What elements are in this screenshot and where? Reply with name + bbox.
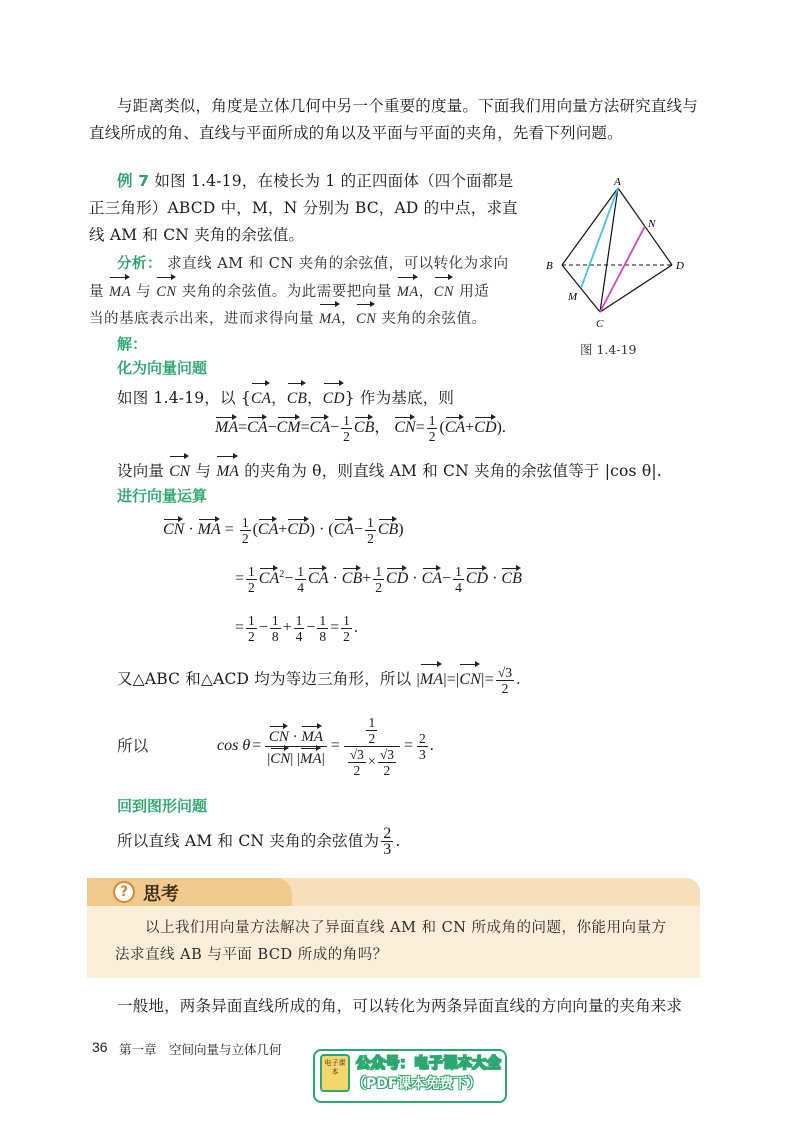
- basis-comma: ，: [271, 389, 287, 407]
- tetrahedron-figure: [538, 175, 688, 330]
- solution-label: 解：: [117, 335, 148, 353]
- stamp-line-1: 公众号：电子课本大全: [356, 1056, 501, 1072]
- fraction-quarter: $\frac{1}{4}$: [455, 564, 462, 595]
- example-line-3: 线 AM 和 CN 夹角的余弦值。: [89, 226, 305, 244]
- fraction-two-thirds: $\frac{2}{3}$: [419, 730, 426, 762]
- vector-cb: CB: [342, 567, 362, 588]
- edge-bc: [562, 265, 600, 312]
- vector-ca: CA: [310, 416, 330, 437]
- vector-ca: CA: [259, 567, 279, 588]
- vector-ma: MA: [397, 276, 419, 306]
- vector-ca: CA: [308, 567, 328, 588]
- vector-cb: CB: [501, 567, 521, 588]
- label-m: M: [568, 291, 578, 303]
- think-line-1: 以上我们用向量方法解决了异面直线 AM 和 CN 所成角的问题，你能用向量方: [145, 920, 667, 936]
- computation-line-2: = $\frac{1}{2}$ $CA^2-$ $\frac{1}{4}$ CA · CB+ $\frac{1}{2}$ CD · CA− $\frac{1}{4}$ CD · CB: [235, 564, 522, 595]
- angle-text-b: 与: [195, 462, 212, 480]
- vector-ca: CA: [247, 416, 267, 437]
- vector-cd: CD: [466, 567, 488, 588]
- angle-line: [117, 455, 662, 485]
- step-2-heading: 进行向量运算: [117, 487, 208, 505]
- eq: =: [238, 419, 248, 437]
- tetrahedron-edges: [562, 188, 672, 312]
- fraction-half: $\frac{1}{2}$: [343, 413, 350, 444]
- example-line-2: 正三角形）ABCD 中，M，N 分别为 BC，AD 的中点，求直: [89, 199, 518, 217]
- analysis-text-2e: 用适: [459, 284, 490, 300]
- vector-ca: CA: [445, 416, 465, 437]
- conclusion-text: 所以直线 AM 和 CN 夹角的余弦值为: [117, 832, 380, 850]
- example-label: 例 7: [117, 172, 150, 190]
- vector-cm: CM: [277, 416, 301, 437]
- cos-theta-equation: cos θ = $\frac{CN \cdot MA}{|CN| |MA|}$ = $\frac{1}{2}$ $\frac{√3}{2}$ × $\frac{√3}{2}$ = $\frac{2}{3}$ .: [217, 714, 434, 778]
- analysis-label: 分析：: [117, 255, 162, 272]
- suoyi-label: 所以: [117, 737, 149, 755]
- computation-line-3: = $\frac{1}{2}$ − $\frac{1}{8}$ + $\frac{1}{4}$ − $\frac{1}{8}$ = $\frac{1}{2}$ .: [235, 613, 358, 644]
- label-a: A: [614, 176, 621, 188]
- step-3-heading: 回到图形问题: [117, 797, 208, 815]
- minus: −: [267, 419, 277, 437]
- vector-cd: CD: [386, 567, 408, 588]
- vector-ca: CA: [251, 382, 271, 412]
- label-d: D: [676, 260, 684, 272]
- segment-am: [581, 188, 618, 288]
- intro-line-2: 直线所成的角、直线与平面所成的角以及平面与平面的夹角，先看下列问题。: [89, 124, 623, 142]
- vector-cn: CN: [169, 455, 190, 485]
- chapter-title: 第一章 空间向量与立体几何: [119, 1042, 282, 1057]
- vector-ca: CA: [258, 518, 278, 539]
- vector-cn: CN: [459, 663, 481, 693]
- question-icon: ?: [113, 881, 135, 903]
- label-b: B: [546, 260, 553, 272]
- fraction-cn-ma: $\frac{CN \cdot MA}{|CN| |MA|}$: [265, 725, 326, 768]
- analysis-comma: ，: [341, 311, 357, 327]
- vector-cb: CB: [354, 416, 374, 437]
- fraction-eighth: $\frac{1}{8}$: [319, 613, 327, 644]
- think-title: 思考: [143, 884, 179, 905]
- example-text-1: 如图 1.4-19，在棱长为 1 的正四面体（四个面都是: [154, 172, 514, 190]
- fraction-two-thirds: $\frac{2}{3}$: [383, 825, 392, 858]
- equilateral-text: 又△ABC 和△ACD 均为等边三角形，所以: [117, 670, 412, 688]
- analysis-text-2a: 量: [89, 284, 104, 300]
- basis-text-a: 如图 1.4-19，以 {: [117, 389, 251, 407]
- equilateral-line: 又△ABC 和△ACD 均为等边三角形，所以 |MA|=|CN|= $\frac{√3}{2}$ .: [117, 664, 521, 696]
- fraction-quarter: $\frac{1}{4}$: [297, 564, 305, 595]
- vector-cn: CN: [163, 518, 184, 539]
- computation-line-1: CN · MA = $\frac{1}{2}$ (CA+CD) · (CA− $\frac{1}{2}$ CB): [163, 515, 404, 546]
- example-line-1: [117, 168, 513, 195]
- cos-theta: cos θ: [217, 737, 251, 754]
- think-line-2: 法求直线 AB 与平面 BCD 所成的角吗？: [115, 947, 388, 963]
- vector-cb: CB: [287, 382, 307, 412]
- fraction-half: $\frac{1}{2}$: [367, 515, 374, 546]
- eq: =: [300, 419, 310, 437]
- vector-ma: MA: [109, 276, 131, 306]
- fraction-half: $\frac{1}{2}$: [241, 515, 249, 546]
- analysis-text-1: 求直线 AM 和 CN 夹角的余弦值，可以转化为求向: [167, 256, 509, 272]
- analysis-text-3a: 当的基底表示出来，进而求得向量: [89, 311, 314, 327]
- analysis-text-3c: 夹角的余弦值。: [381, 311, 487, 327]
- page-number: 36: [92, 1039, 108, 1055]
- fraction-sqrt3-over-2: $\frac{√3}{2}$: [497, 664, 513, 696]
- fraction-half: $\frac{1}{2}$: [248, 613, 255, 644]
- edge-cd: [600, 265, 672, 312]
- vector-ma: MA: [420, 663, 444, 693]
- vector-ca: CA: [334, 518, 354, 539]
- fraction-half: $\frac{1}{2}$: [343, 613, 350, 644]
- vector-cd: CD: [474, 416, 496, 437]
- vector-cd: CD: [287, 518, 309, 539]
- analysis-comma: ，: [418, 284, 434, 300]
- minus: −: [330, 419, 340, 437]
- fraction-half: $\frac{1}{2}$: [375, 564, 383, 595]
- vector-ma: MA: [215, 416, 238, 437]
- intro-line-1: 与距离类似，角度是立体几何中另一个重要的度量。下面我们用向量方法研究直线与: [117, 97, 698, 115]
- vector-cn: CN: [156, 276, 176, 306]
- closing-line: 一般地，两条异面直线所成的角，可以转化为两条异面直线的方向向量的夹角来求: [117, 997, 683, 1015]
- vector-cn: CN: [356, 303, 376, 333]
- fraction-compound: $\frac{1}{2}$ $\frac{√3}{2}$ × $\frac{√3}{2}$: [344, 715, 400, 778]
- fraction-eighth: $\frac{1}{8}$: [271, 613, 279, 644]
- figure-caption: 图 1.4-19: [580, 342, 637, 357]
- basis-line: [117, 382, 454, 412]
- fraction-half: $\frac{1}{2}$: [428, 413, 436, 444]
- vector-ma: MA: [216, 455, 239, 485]
- fraction-half: $\frac{1}{2}$: [248, 564, 255, 595]
- conclusion-line: 所以直线 AM 和 CN 夹角的余弦值为 $\frac{2}{3}$ .: [117, 825, 401, 858]
- vector-ma: MA: [319, 303, 341, 333]
- stamp-line-2: （PDF课本免费下）: [352, 1076, 482, 1092]
- label-c: C: [596, 318, 604, 330]
- book-icon: 电子课本: [320, 1054, 350, 1092]
- equation-ma-cn: MA=CA−CM=CA− $\frac{1}{2}$ CB， CN= $\frac{1}{2}$ (CA+CD).: [215, 413, 506, 444]
- basis-text-d: } 作为基底，则: [344, 389, 455, 407]
- vector-cd: CD: [323, 382, 345, 412]
- eq: =: [415, 419, 425, 437]
- analysis-text-2c: 夹角的余弦值。为此需要把向量: [181, 284, 392, 300]
- vector-cn: CN: [434, 276, 454, 306]
- vector-ca: CA: [422, 567, 442, 588]
- edge-ab: [562, 188, 618, 265]
- analysis-text-2b: 与: [136, 284, 152, 300]
- vector-cb: CB: [378, 518, 398, 539]
- basis-comma: ，: [307, 389, 323, 407]
- angle-text-a: 设向量: [117, 462, 165, 480]
- fraction-quarter: $\frac{1}{4}$: [295, 613, 303, 644]
- angle-text-c: 的夹角为 θ，则直线 AM 和 CN 夹角的余弦值等于 |cos θ|.: [244, 462, 662, 480]
- vector-ma: MA: [198, 518, 221, 539]
- analysis-line-3: [89, 303, 487, 333]
- label-n: N: [648, 218, 656, 230]
- analysis-line-2: [89, 276, 489, 306]
- step-1-heading: 化为向量问题: [117, 359, 208, 377]
- vector-cn: CN: [394, 416, 415, 437]
